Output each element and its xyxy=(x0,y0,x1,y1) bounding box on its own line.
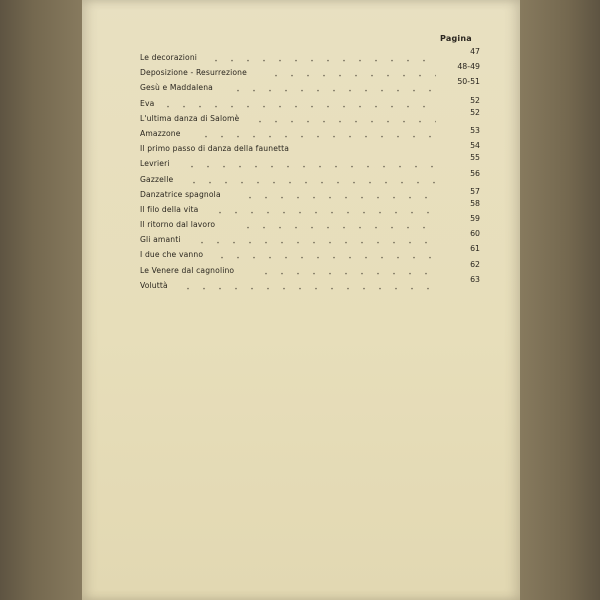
background-left-edge xyxy=(0,0,82,600)
toc-entry xyxy=(140,126,480,141)
toc-entry-page: 63 xyxy=(470,274,480,284)
toc-entry-page: 62 xyxy=(470,259,480,269)
leader-dots xyxy=(208,50,436,65)
toc-entry xyxy=(140,107,480,126)
toc-entry xyxy=(140,153,480,171)
toc-entry xyxy=(140,47,480,65)
leader-dots xyxy=(194,232,436,247)
leader-dots xyxy=(198,126,436,141)
toc-entry-page: 52 xyxy=(470,107,480,117)
toc-entry-title: Il primo passo di danza della faunetta xyxy=(140,144,290,154)
toc-entry-title: Il filo della vita xyxy=(140,204,199,214)
table-of-contents xyxy=(140,47,480,293)
toc-entry-title: Amazzone xyxy=(140,128,181,138)
leader-dots xyxy=(184,156,436,171)
toc-entry xyxy=(140,168,480,187)
toc-entry-title: Danzatrice spagnola xyxy=(140,189,221,199)
leader-dots xyxy=(240,217,436,232)
toc-entry xyxy=(140,96,480,111)
toc-entry-page: 56 xyxy=(470,168,480,178)
leader-dots xyxy=(212,202,436,217)
toc-entry-title: Voluttà xyxy=(140,280,168,290)
toc-entry-page: 58 xyxy=(470,198,480,208)
toc-entry-title: Deposizione - Resurrezione xyxy=(140,68,247,78)
page-column-header: Pagina xyxy=(440,34,472,43)
background-right-edge xyxy=(520,0,600,600)
leader-dots xyxy=(230,80,436,95)
leader-dots xyxy=(186,172,436,187)
toc-entry xyxy=(140,62,480,80)
toc-entry xyxy=(140,187,480,202)
toc-entry xyxy=(140,229,480,247)
toc-entry-title: Il ritorno dal lavoro xyxy=(140,220,216,230)
toc-entry-title: Le Venere dal cagnolino xyxy=(140,265,235,275)
toc-entry-title: Le decorazioni xyxy=(140,53,198,62)
toc-entry-title: Gazzelle xyxy=(140,174,174,184)
toc-entry-page: 59 xyxy=(470,214,480,224)
toc-entry xyxy=(140,198,480,217)
leader-dots xyxy=(242,187,436,202)
leader-dots xyxy=(258,263,436,278)
toc-entry-page: 53 xyxy=(470,125,480,135)
toc-entry-page: 47 xyxy=(470,47,480,56)
leader-dots xyxy=(160,96,436,111)
toc-entry-page: 48-49 xyxy=(457,62,480,72)
toc-entry-title: Levrieri xyxy=(140,159,170,169)
toc-entry xyxy=(140,274,480,293)
toc-entry-title: Gesù e Maddalena xyxy=(140,83,213,93)
toc-entry-page: 57 xyxy=(470,186,480,196)
toc-entry xyxy=(140,244,480,262)
leader-dots xyxy=(180,278,436,293)
toc-entry-page: 61 xyxy=(470,244,480,254)
toc-entry xyxy=(140,214,480,232)
leader-dots xyxy=(252,111,436,126)
leader-dots xyxy=(268,65,436,80)
leader-dots xyxy=(214,247,436,262)
toc-entry-page: 55 xyxy=(470,153,480,163)
toc-entry-page: 60 xyxy=(470,229,480,239)
toc-entry-page: 54 xyxy=(470,141,480,151)
toc-entry xyxy=(140,141,480,156)
toc-entry-title: L'ultima danza di Salomè xyxy=(140,113,240,123)
document-page xyxy=(82,0,520,600)
toc-entry-title: Eva xyxy=(140,98,155,108)
toc-entry-page: 50-51 xyxy=(457,77,480,87)
toc-entry-title: Gli amanti xyxy=(140,235,181,245)
toc-entry-page: 52 xyxy=(470,95,480,105)
toc-entry-title: I due che vanno xyxy=(140,250,204,260)
toc-entry xyxy=(140,259,480,278)
toc-entry xyxy=(140,77,480,95)
